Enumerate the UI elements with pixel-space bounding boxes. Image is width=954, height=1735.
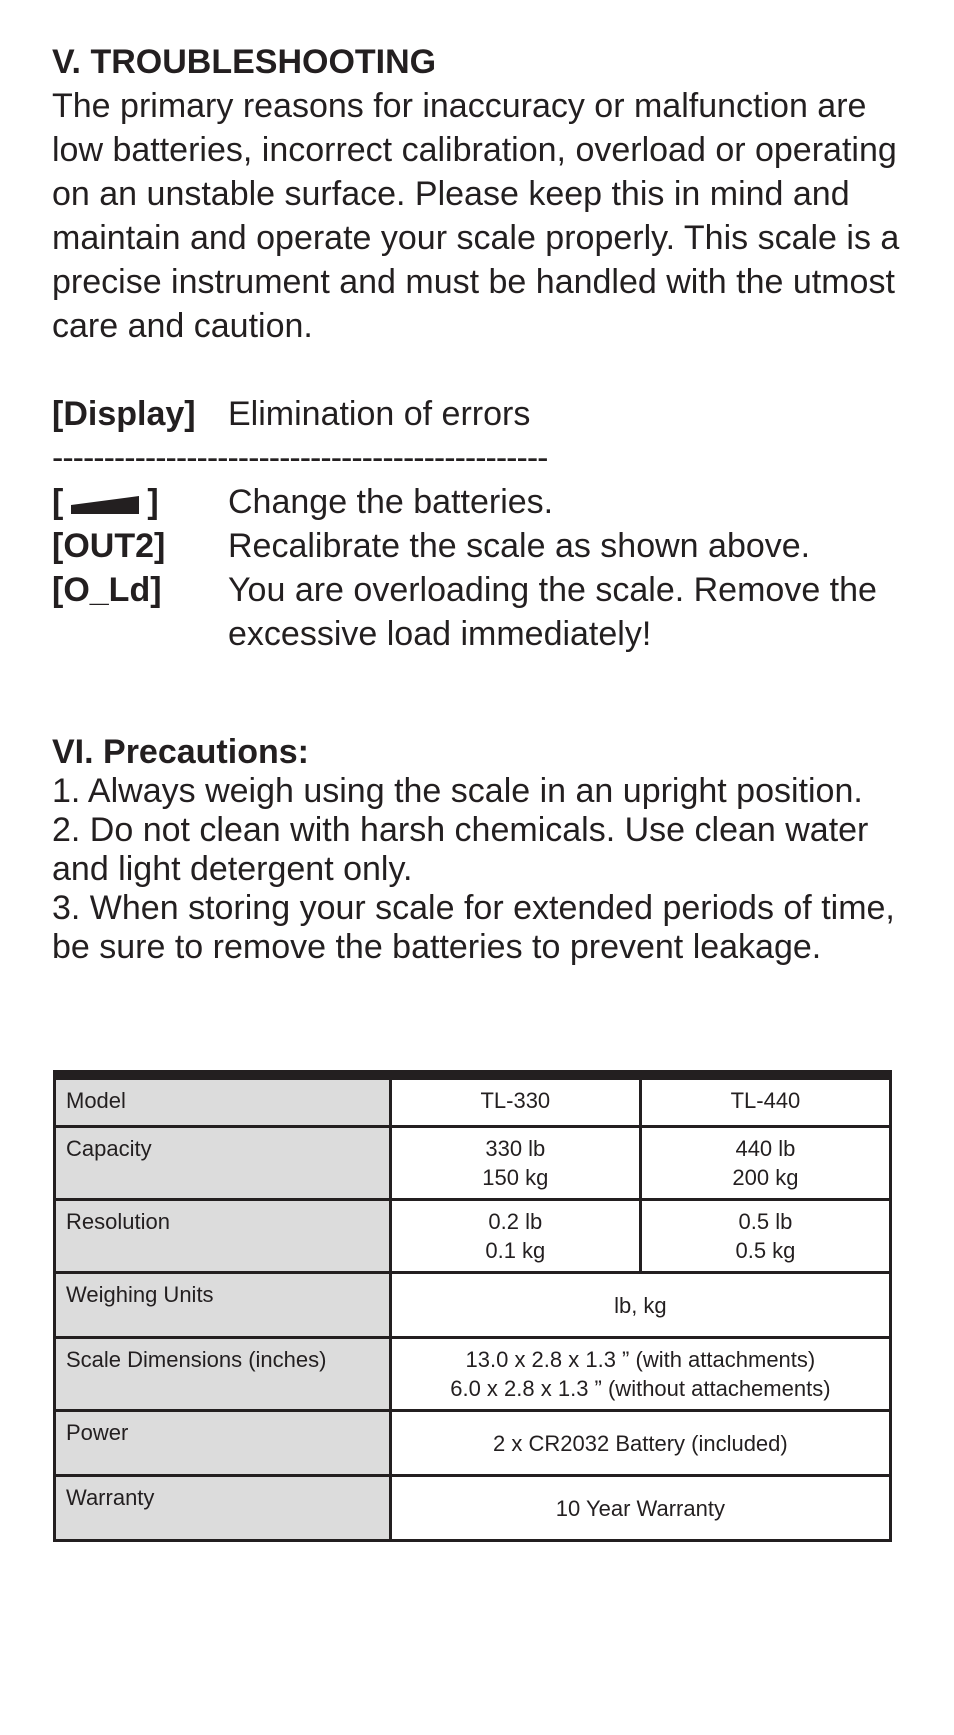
error-description: You are overloading the scale. Remove the excessive load immediately! [228, 571, 877, 653]
value-line: 440 lb [735, 1136, 796, 1161]
spec-label: Power [55, 1411, 391, 1476]
precaution-item: 1. Always weigh using the scale in an upright position. [52, 772, 863, 810]
bracket-open: [ [52, 483, 64, 521]
error-row-low-battery [52, 480, 912, 524]
error-table-header [52, 392, 912, 436]
error-description: Recalibrate the scale as shown above. [228, 527, 811, 565]
troubleshooting-paragraph: The primary reasons for inaccuracy or malfunction are low batteries, incorrect calibration, overload or operating on an unstable surface. Please keep this in mind and maintain and operate your scale properly. This scale is a precise instrument and must be handled with the utmost care and caution. [52, 87, 900, 345]
troubleshooting-heading: V. TROUBLESHOOTING [52, 43, 437, 81]
error-code-low-battery [52, 480, 228, 524]
value-line: 0.5 lb [738, 1209, 793, 1234]
value-line: 0.2 lb [488, 1209, 543, 1234]
spec-row-resolution [55, 1200, 891, 1273]
value-line: 0.5 kg [735, 1238, 796, 1263]
spec-label: Scale Dimensions (inches) [55, 1338, 391, 1411]
spec-label: Warranty [55, 1476, 391, 1541]
spec-label: Model [55, 1075, 391, 1127]
display-column-header: [Display] [52, 395, 196, 433]
spec-row-dimensions [55, 1338, 891, 1411]
spec-value-tl440 [640, 1127, 890, 1200]
spec-value-shared [390, 1411, 890, 1476]
precaution-item: 2. Do not clean with harsh chemicals. Use clean water and light detergent only. [52, 811, 869, 888]
spec-value-tl330 [390, 1075, 640, 1127]
error-description: Change the batteries. [228, 483, 554, 521]
spec-label: Capacity [55, 1127, 391, 1200]
elimination-column-header: Elimination of errors [228, 395, 531, 433]
value-line: 13.0 x 2.8 x 1.3 ” (with attachments) [465, 1347, 816, 1372]
spec-label: Weighing Units [55, 1273, 391, 1338]
spec-value-tl440 [640, 1200, 890, 1273]
spec-value-tl330 [390, 1200, 640, 1273]
specifications-table [53, 1070, 892, 1542]
spec-row-power [55, 1411, 891, 1476]
bracket-close: ] [147, 483, 159, 521]
value-line: 150 kg [482, 1165, 549, 1190]
error-code-overload: [O_Ld] [52, 571, 162, 609]
value-line: TL-440 [730, 1088, 801, 1113]
value-line: 10 Year Warranty [555, 1495, 725, 1521]
value-line: 330 lb [485, 1136, 546, 1161]
value-line: 6.0 x 2.8 x 1.3 ” (without attachements) [450, 1376, 831, 1401]
spec-row-warranty [55, 1476, 891, 1541]
spec-row-weighing-units [55, 1273, 891, 1338]
precautions-heading: VI. Precautions: [52, 733, 309, 771]
spec-value-shared [390, 1338, 890, 1411]
manual-page [52, 40, 912, 967]
spec-row-model [55, 1075, 891, 1127]
value-line: 200 kg [732, 1165, 799, 1190]
value-line: TL-330 [480, 1088, 551, 1113]
precaution-item: 3. When storing your scale for extended periods of time, be sure to remove the batteries to prevent leakage. [52, 889, 895, 966]
spec-value-shared [390, 1273, 890, 1338]
error-row-overload [52, 568, 912, 656]
spec-value-tl330 [390, 1127, 640, 1200]
spec-value-tl440 [640, 1075, 890, 1127]
error-table [52, 392, 912, 656]
value-line: 2 x CR2032 Battery (included) [493, 1430, 788, 1456]
low-battery-icon [67, 493, 143, 515]
spec-row-capacity [55, 1127, 891, 1200]
separator-line: ------------------------------------------------ [52, 439, 548, 477]
error-row-out2 [52, 524, 912, 568]
error-code-out2: [OUT2] [52, 527, 166, 565]
spec-label: Resolution [55, 1200, 391, 1273]
value-line: lb, kg [614, 1292, 667, 1318]
spec-value-shared [390, 1476, 890, 1541]
value-line: 0.1 kg [485, 1238, 546, 1263]
